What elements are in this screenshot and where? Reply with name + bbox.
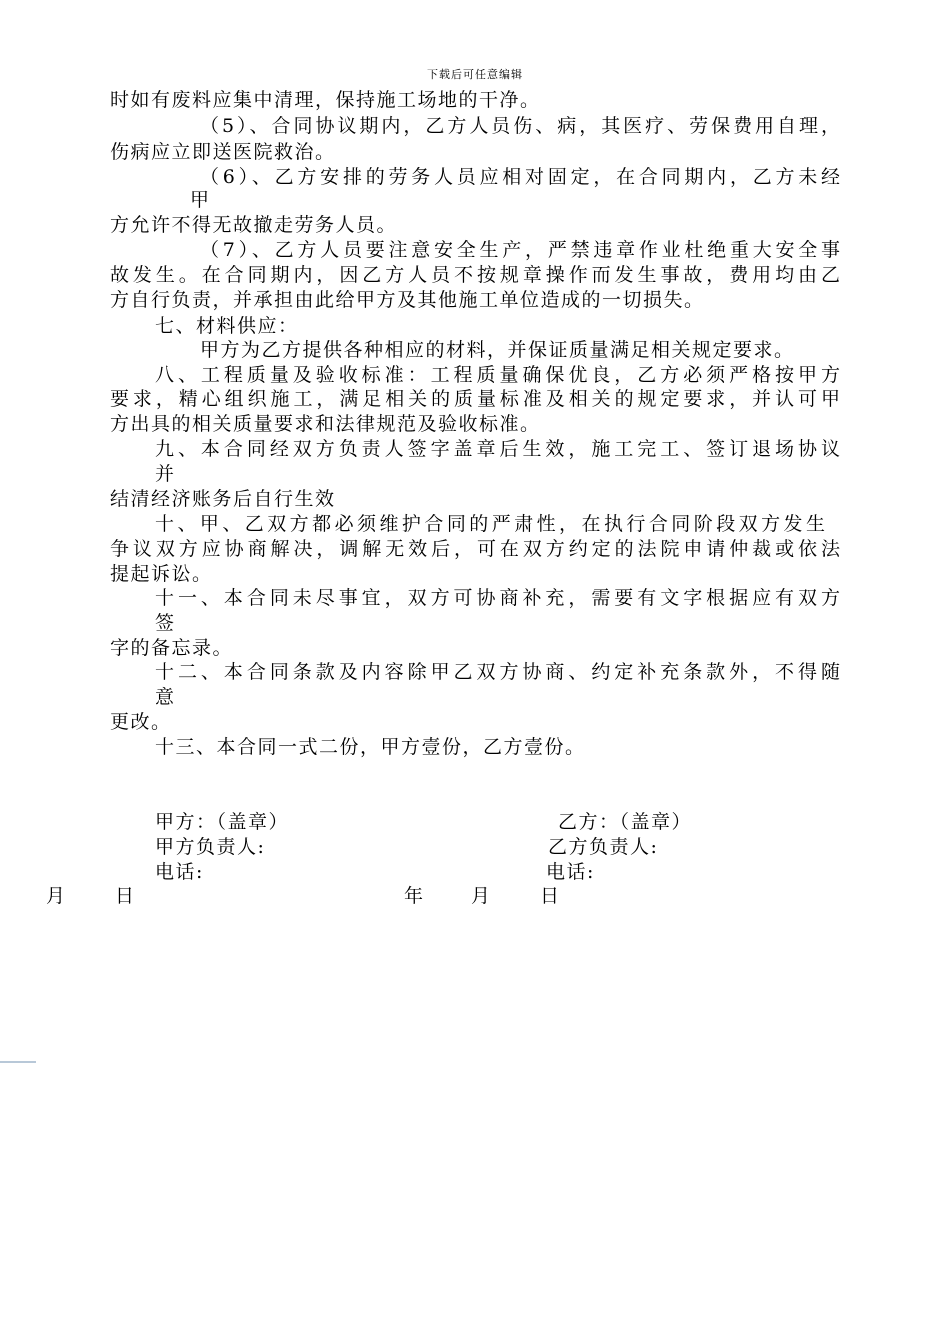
section-heading: 十一、本合同未尽事宜，双方可协商补充，需要有文字根据应有双方: [155, 587, 840, 609]
party-b-date-day: 日: [540, 885, 561, 907]
party-b-phone: 电话:: [546, 861, 595, 883]
body-line: 方允许不得无故撤走劳务人员。: [110, 214, 398, 236]
body-line: 时如有废料应集中清理，保持施工场地的干净。: [110, 89, 541, 111]
body-line: 提起诉讼。: [110, 563, 213, 585]
body-line: （7）、乙方人员要注意安全生产，严禁违章作业杜绝重大安全事: [200, 239, 840, 261]
section-heading: 八、工程质量及验收标准：工程质量确保优良，乙方必须严格按甲方: [155, 364, 840, 386]
section-heading: 九、本合同经双方负责人签字盖章后生效，施工完工、签订退场协议: [155, 438, 840, 460]
body-line: （5）、合同协议期内，乙方人员伤、病，其医疗、劳保费用自理，: [200, 115, 840, 137]
party-b-date-year: 年: [404, 885, 425, 907]
party-a-date-month: 月: [46, 885, 67, 907]
body-line: 故发生。在合同期内，因乙方人员不按规章操作而发生事故，费用均由乙: [110, 264, 840, 286]
party-a-date-day: 日: [115, 885, 136, 907]
section-heading: 十二、本合同条款及内容除甲乙双方协商、约定补充条款外，不得随: [155, 661, 840, 683]
body-line: 方出具的相关质量要求和法律规范及验收标准。: [110, 413, 541, 435]
section-heading: 七、材料供应：: [155, 315, 299, 337]
body-line: （6）、乙方安排的劳务人员应相对固定，在合同期内，乙方未经: [200, 166, 840, 188]
body-line: 方自行负责，并承担由此给甲方及其他施工单位造成的一切损失。: [110, 289, 705, 311]
party-a-phone: 电话:: [155, 861, 204, 883]
party-a-seal: 甲方：（盖章）: [155, 811, 290, 833]
body-line: 甲: [190, 189, 211, 211]
body-line: 意: [155, 686, 176, 708]
body-line: 结清经济账务后自行生效: [110, 488, 336, 510]
body-line: 伤病应立即送医院救治。: [110, 141, 336, 163]
body-line: 字的备忘录。: [110, 637, 234, 659]
margin-marker: [0, 1061, 36, 1063]
body-line: 更改。: [110, 711, 172, 733]
party-b-rep: 乙方负责人:: [548, 836, 659, 858]
body-line: 甲方为乙方提供各种相应的材料，并保证质量满足相关规定要求。: [200, 339, 795, 361]
section-heading: 十、甲、乙双方都必须维护合同的严肃性，在执行合同阶段双方发生: [155, 513, 825, 535]
party-b-date-month: 月: [471, 885, 492, 907]
party-b-seal: 乙方：（盖章）: [558, 811, 693, 833]
body-line: 争议双方应协商解决，调解无效后，可在双方约定的法院申请仲裁或依法: [110, 538, 840, 560]
section-heading: 十三、本合同一式二份，甲方壹份，乙方壹份。: [155, 736, 586, 758]
header-note: 下载后可任意编辑: [427, 68, 523, 81]
party-a-rep: 甲方负责人:: [155, 836, 266, 858]
body-line: 签: [155, 612, 176, 634]
body-line: 并: [155, 463, 176, 485]
body-line: 要求，精心组织施工，满足相关的质量标准及相关的规定要求，并认可甲: [110, 388, 840, 410]
